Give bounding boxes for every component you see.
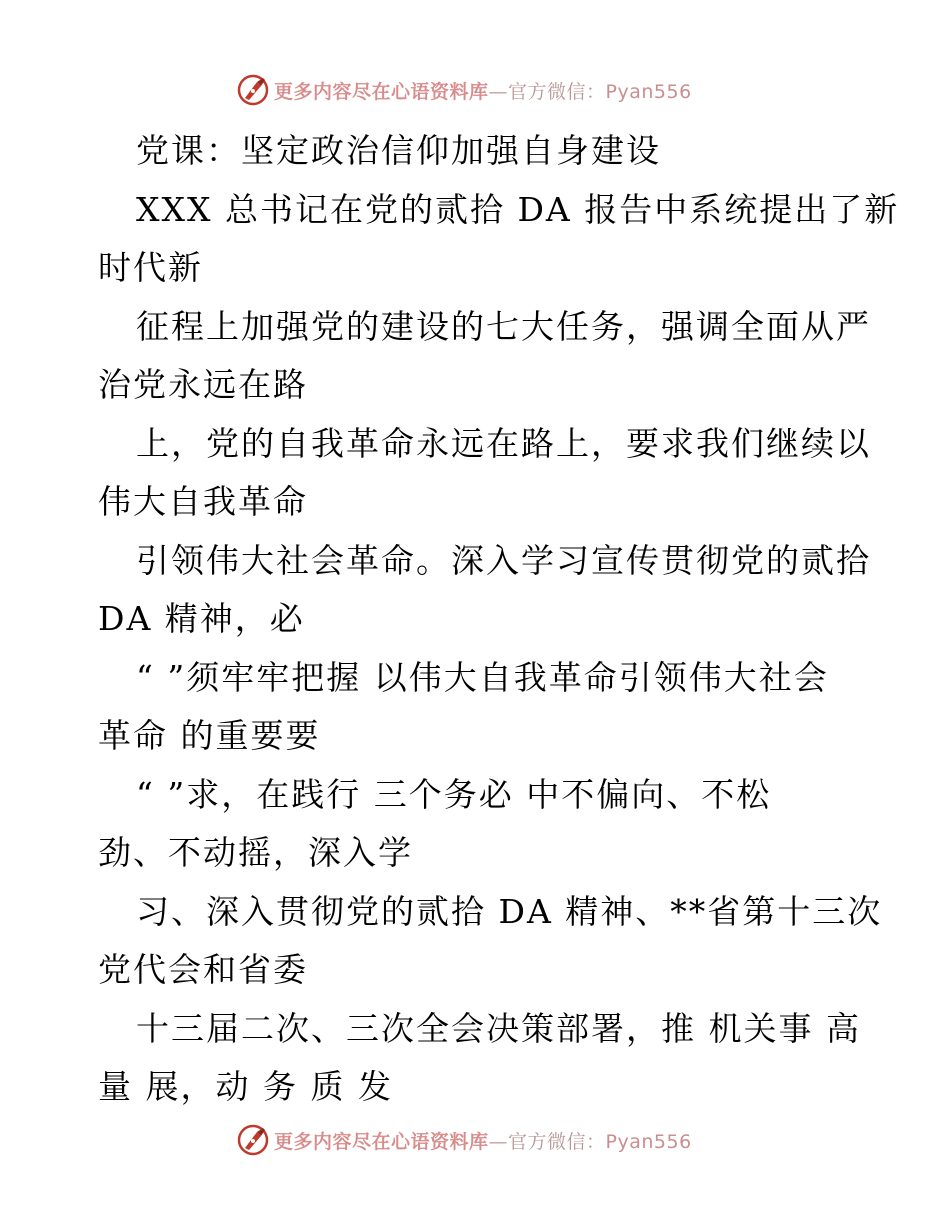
watermark-dash: — [488,1130,509,1153]
text-line: 革命 的重要要 [98,716,321,755]
document-title: 党课：坚定政治信仰加强自身建设 [136,131,661,170]
text-line: 治党永远在路 [98,365,308,404]
watermark-account: Pyan556 [605,1130,692,1153]
text-line: 时代新 [98,248,203,287]
text-line: “ ”须牢牢把握 以伟大自我革命引领伟大社会 [136,657,829,697]
watermark-dash: — [488,80,509,103]
document-body [98,122,900,1117]
text-line: “ ”求，在践行 三个务必 中不偏向、不松 [136,774,772,814]
text-line: 引领伟大社会革命。深入学习宣传贯彻党的贰拾 [136,540,871,580]
watermark-header [236,72,692,108]
text-line: 十三届二次、三次全会决策部署，推 机关事 高 [136,1008,861,1048]
watermark-main-text: 更多内容尽在心语资料库 [274,1130,489,1153]
text-line: DA 精神，必 [98,599,305,638]
text-line: 党代会和省委 [98,950,308,989]
text-line: 征程上加强党的建设的七大任务，强调全面从严 [136,306,871,346]
text-line: 量 展，动 务 质 发 [98,1067,393,1106]
text-line: 上，党的自我革命永远在路上，要求我们继续以 [136,423,871,463]
text-line: 劲、不动摇，深入学 [98,833,413,872]
watermark-account: Pyan556 [605,80,692,103]
watermark-footer [236,1122,692,1158]
pen-nib-circle-icon [236,73,270,107]
pen-nib-circle-icon [236,1123,270,1157]
text-line: 伟大自我革命 [98,482,308,521]
text-line: XXX 总书记在党的贰拾 DA 报告中系统提出了新 [136,189,900,229]
watermark-sub-text: 官方微信： [508,80,606,103]
watermark-sub-text: 官方微信： [508,1130,606,1153]
watermark-main-text: 更多内容尽在心语资料库 [274,80,489,103]
text-line: 习、深入贯彻党的贰拾 DA 精神、**省第十三次 [136,891,883,931]
